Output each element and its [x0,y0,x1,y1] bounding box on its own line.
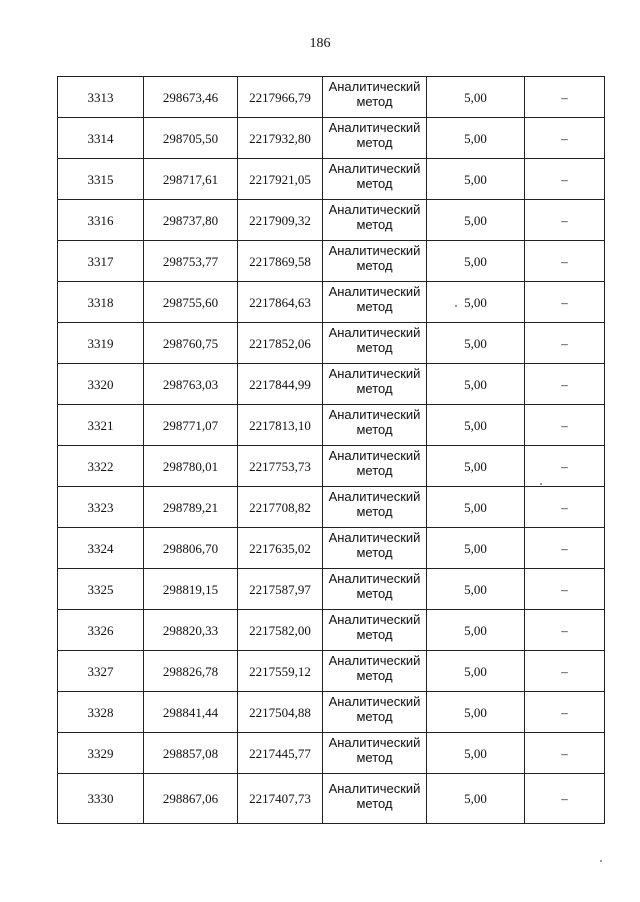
point-number: 3330 [58,774,144,824]
x-coordinate: 298780,01 [144,446,238,487]
x-coordinate: 298789,21 [144,487,238,528]
point-number: 3326 [58,610,144,651]
dash-cell: – [525,487,605,528]
accuracy: 5,00 [427,528,525,569]
method-cell [323,446,427,487]
point-number: 3319 [58,323,144,364]
table-row [58,241,605,282]
coordinates-table [57,76,605,824]
method-cell [323,610,427,651]
y-coordinate: 2217844,99 [238,364,323,405]
method-line1: Аналитический [328,243,421,258]
y-coordinate: 2217932,80 [238,118,323,159]
method-line2: метод [356,504,393,519]
method-cell [323,323,427,364]
scan-speck [540,483,542,485]
method-line2: метод [356,750,393,765]
y-coordinate: 2217852,06 [238,323,323,364]
method-line1: Аналитический [328,653,421,668]
accuracy: 5,00 [427,159,525,200]
table-row [58,118,605,159]
x-coordinate: 298826,78 [144,651,238,692]
accuracy: 5,00 [427,405,525,446]
dash-cell: – [525,77,605,118]
point-number: 3329 [58,733,144,774]
method-cell [323,118,427,159]
method-line2: метод [356,340,393,355]
y-coordinate: 2217582,00 [238,610,323,651]
x-coordinate: 298763,03 [144,364,238,405]
y-coordinate: 2217813,10 [238,405,323,446]
x-coordinate: 298867,06 [144,774,238,824]
dash-cell: – [525,528,605,569]
method-line1: Аналитический [328,202,421,217]
dash-cell: – [525,200,605,241]
y-coordinate: 2217869,58 [238,241,323,282]
dash-cell: – [525,323,605,364]
method-cell [323,364,427,405]
method-cell [323,692,427,733]
y-coordinate: 2217921,05 [238,159,323,200]
dash-cell: – [525,610,605,651]
accuracy: 5,00 [427,323,525,364]
point-number: 3313 [58,77,144,118]
y-coordinate: 2217753,73 [238,446,323,487]
y-coordinate: 2217708,82 [238,487,323,528]
x-coordinate: 298737,80 [144,200,238,241]
table-row [58,774,605,824]
point-number: 3320 [58,364,144,405]
method-line1: Аналитический [328,79,421,94]
point-number: 3316 [58,200,144,241]
method-line2: метод [356,299,393,314]
dash-cell: – [525,692,605,733]
x-coordinate: 298820,33 [144,610,238,651]
y-coordinate: 2217966,79 [238,77,323,118]
method-cell [323,774,427,824]
method-line1: Аналитический [328,325,421,340]
method-line1: Аналитический [328,612,421,627]
method-line1: Аналитический [328,161,421,176]
y-coordinate: 2217864,63 [238,282,323,323]
table-row [58,733,605,774]
dash-cell: – [525,651,605,692]
x-coordinate: 298760,75 [144,323,238,364]
method-line2: метод [356,258,393,273]
accuracy: 5,00 [427,651,525,692]
point-number: 3324 [58,528,144,569]
table-row [58,405,605,446]
x-coordinate: 298857,08 [144,733,238,774]
table-row [58,323,605,364]
point-number: 3325 [58,569,144,610]
table-row [58,282,605,323]
dash-cell: – [525,405,605,446]
method-line2: метод [356,709,393,724]
method-cell [323,528,427,569]
x-coordinate: 298819,15 [144,569,238,610]
accuracy: 5,00 [427,77,525,118]
table-row [58,528,605,569]
y-coordinate: 2217445,77 [238,733,323,774]
x-coordinate: 298755,60 [144,282,238,323]
method-line1: Аналитический [328,489,421,504]
table-row [58,692,605,733]
method-cell [323,77,427,118]
y-coordinate: 2217504,88 [238,692,323,733]
accuracy: 5,00 [427,241,525,282]
table-row [58,569,605,610]
method-line2: метод [356,176,393,191]
table-row [58,200,605,241]
method-line2: метод [356,94,393,109]
table-row [58,364,605,405]
scan-speck [600,860,602,862]
table-row [58,610,605,651]
dash-cell: – [525,282,605,323]
method-line2: метод [356,463,393,478]
x-coordinate: 298753,77 [144,241,238,282]
point-number: 3328 [58,692,144,733]
point-number: 3322 [58,446,144,487]
point-number: 3317 [58,241,144,282]
y-coordinate: 2217909,32 [238,200,323,241]
accuracy: 5,00 [427,487,525,528]
method-cell [323,487,427,528]
method-line2: метод [356,422,393,437]
method-cell [323,405,427,446]
y-coordinate: 2217559,12 [238,651,323,692]
x-coordinate: 298717,61 [144,159,238,200]
method-line1: Аналитический [328,780,421,796]
method-cell [323,651,427,692]
accuracy: 5,00 [427,200,525,241]
point-number: 3315 [58,159,144,200]
accuracy: 5,00 [427,446,525,487]
method-cell [323,569,427,610]
page-number: 186 [309,36,331,51]
method-cell [323,159,427,200]
point-number: 3318 [58,282,144,323]
table-row [58,159,605,200]
dash-cell: – [525,159,605,200]
method-line1: Аналитический [328,530,421,545]
dash-cell: – [525,774,605,824]
x-coordinate: 298771,07 [144,405,238,446]
dash-cell: – [525,569,605,610]
method-line1: Аналитический [328,120,421,135]
accuracy: 5,00 [427,774,525,824]
method-line1: Аналитический [328,694,421,709]
accuracy: 5,00 [427,692,525,733]
accuracy: 5,00 [427,610,525,651]
dash-cell: – [525,241,605,282]
y-coordinate: 2217587,97 [238,569,323,610]
method-line1: Аналитический [328,735,421,750]
table-row [58,651,605,692]
accuracy: 5,00 [427,282,525,323]
table-row [58,487,605,528]
point-number: 3327 [58,651,144,692]
scan-speck [455,305,457,307]
dash-cell: – [525,118,605,159]
method-line2: метод [356,795,393,811]
accuracy: 5,00 [427,118,525,159]
method-line2: метод [356,627,393,642]
method-cell [323,282,427,323]
accuracy: 5,00 [427,364,525,405]
method-line1: Аналитический [328,366,421,381]
method-cell [323,241,427,282]
x-coordinate: 298705,50 [144,118,238,159]
point-number: 3314 [58,118,144,159]
method-cell [323,200,427,241]
accuracy: 5,00 [427,569,525,610]
accuracy: 5,00 [427,733,525,774]
method-line2: метод [356,586,393,601]
method-line1: Аналитический [328,407,421,422]
y-coordinate: 2217635,02 [238,528,323,569]
point-number: 3323 [58,487,144,528]
x-coordinate: 298806,70 [144,528,238,569]
method-cell [323,733,427,774]
method-line2: метод [356,545,393,560]
table-row [58,446,605,487]
method-line2: метод [356,668,393,683]
dash-cell: – [525,733,605,774]
method-line2: метод [356,135,393,150]
method-line1: Аналитический [328,571,421,586]
y-coordinate: 2217407,73 [238,774,323,824]
dash-cell: – [525,446,605,487]
table-row [58,77,605,118]
x-coordinate: 298673,46 [144,77,238,118]
x-coordinate: 298841,44 [144,692,238,733]
dash-cell: – [525,364,605,405]
method-line2: метод [356,217,393,232]
method-line1: Аналитический [328,448,421,463]
point-number: 3321 [58,405,144,446]
method-line2: метод [356,381,393,396]
method-line1: Аналитический [328,284,421,299]
